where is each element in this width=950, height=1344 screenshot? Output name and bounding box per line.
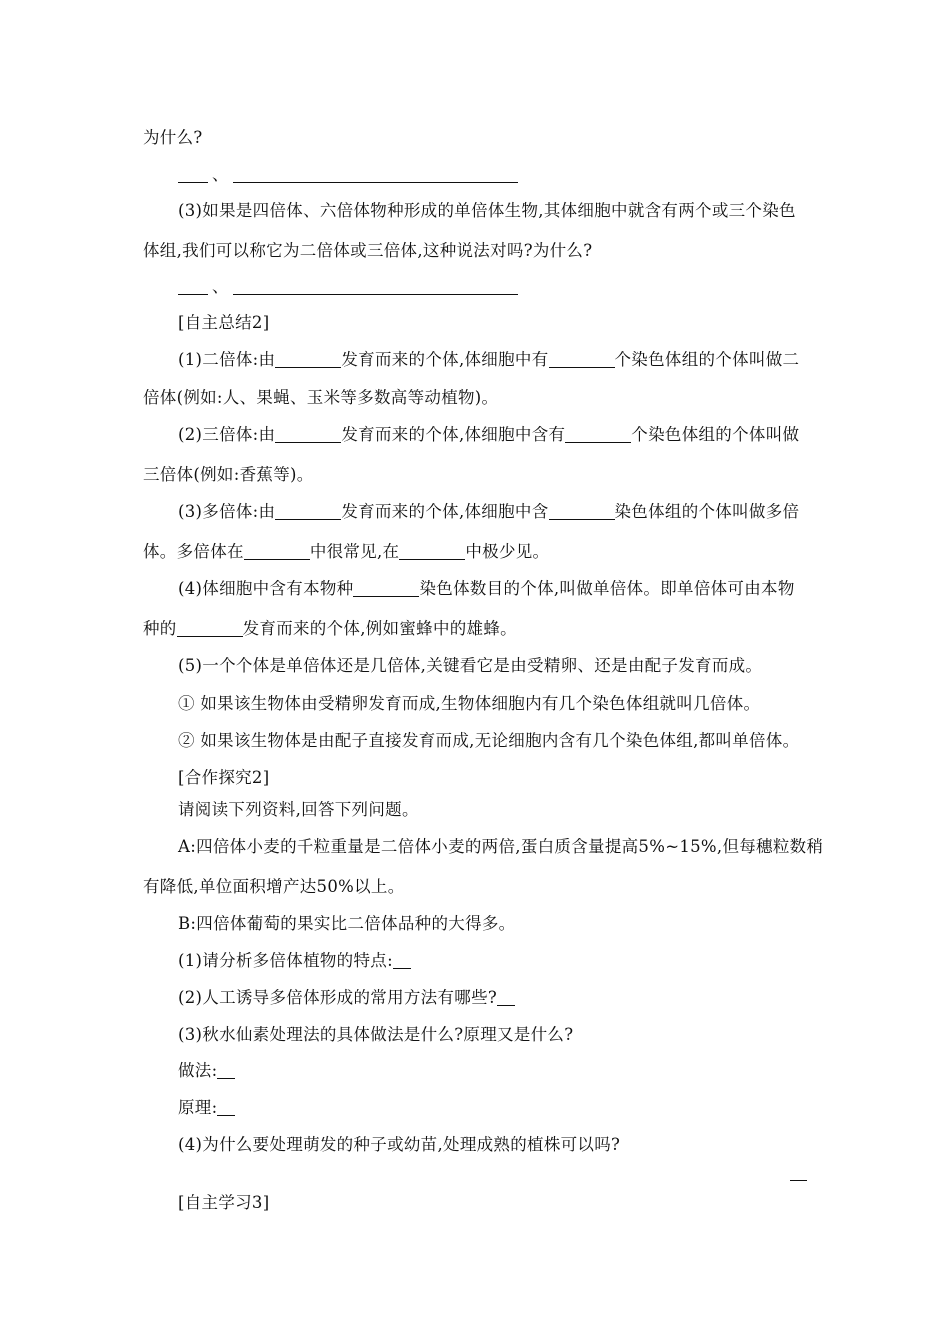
text-line: ① 如果该生物体由受精卵发育而成,生物体细胞内有几个染色体组就叫几倍体。 xyxy=(178,694,761,713)
text-segment: 发育而来的个体,例如蜜蜂中的雄蜂。 xyxy=(242,619,517,638)
text-line: (4)为什么要处理萌发的种子或幼苗,处理成熟的植株可以吗? xyxy=(178,1135,621,1154)
text-line xyxy=(143,540,950,564)
text-line: (5)一个个体是单倍体还是几倍体,关键看它是由受精卵、还是由配子发育而成。 xyxy=(178,656,763,675)
text-line: 有降低,单位面积增产达50%以上。 xyxy=(143,877,405,896)
blank-separator: 、 xyxy=(212,277,229,296)
answer-blank-row xyxy=(178,163,950,187)
text-line xyxy=(178,577,950,601)
text-line: ② 如果该生物体是由配子直接发育而成,无论细胞内含有几个染色体组,都叫单倍体。 xyxy=(178,731,800,750)
text-segment: 体。多倍体在 xyxy=(143,542,244,561)
text-line: B:四倍体葡萄的果实比二倍体品种的大得多。 xyxy=(178,914,516,933)
answer-blank-row xyxy=(178,275,950,299)
text-line xyxy=(178,500,950,524)
text-segment: (2)三倍体:由 xyxy=(178,425,276,444)
text-segment: 染色体组的个体叫做多倍 xyxy=(614,502,800,521)
blank[interactable] xyxy=(178,276,208,295)
text-segment: 原理: xyxy=(178,1098,218,1117)
blank[interactable] xyxy=(177,618,243,637)
text-line: 请阅读下列资料,回答下列问题。 xyxy=(178,800,419,819)
blank[interactable] xyxy=(233,164,518,183)
text-segment: 中极少见。 xyxy=(465,542,550,561)
blank[interactable] xyxy=(393,950,411,969)
text-line xyxy=(143,617,950,641)
section-heading: [自主总结2] xyxy=(178,313,270,332)
text-line: (3)如果是四倍体、六倍体物种形成的单倍体生物,其体细胞中就含有两个或三个染色 xyxy=(178,201,796,220)
text-line: 体组,我们可以称它为二倍体或三倍体,这种说法对吗?为什么? xyxy=(143,241,593,260)
blank[interactable] xyxy=(353,578,419,597)
blank[interactable] xyxy=(233,276,518,295)
blank[interactable] xyxy=(217,1060,235,1079)
text-segment: 染色体数目的个体,叫做单倍体。即单倍体可由本物 xyxy=(419,579,795,598)
blank[interactable] xyxy=(497,987,515,1006)
text-segment: (1)二倍体:由 xyxy=(178,350,276,369)
text-line: 三倍体(例如:香蕉等)。 xyxy=(143,465,314,484)
text-segment: 中很常见,在 xyxy=(309,542,400,561)
text-segment: 个染色体组的个体叫做 xyxy=(631,425,800,444)
text-line xyxy=(178,348,950,372)
blank[interactable] xyxy=(244,541,310,560)
question-line xyxy=(178,1096,950,1120)
text-segment: 发育而来的个体,体细胞中有 xyxy=(341,350,549,369)
blank[interactable] xyxy=(399,541,465,560)
question-line xyxy=(178,986,950,1010)
section-heading: [自主学习3] xyxy=(178,1193,270,1212)
blank[interactable] xyxy=(275,424,341,443)
blank[interactable] xyxy=(549,501,615,520)
text-line: 为什么? xyxy=(143,128,203,147)
section-heading: [合作探究2] xyxy=(178,768,270,787)
blank[interactable] xyxy=(549,349,615,368)
text-line xyxy=(178,423,950,447)
text-segment: (2)人工诱导多倍体形成的常用方法有哪些? xyxy=(178,988,498,1007)
text-segment: 做法: xyxy=(178,1061,218,1080)
blank[interactable] xyxy=(217,1097,235,1116)
blank[interactable] xyxy=(565,424,631,443)
blank[interactable] xyxy=(275,501,341,520)
text-segment: 个染色体组的个体叫做二 xyxy=(614,350,800,369)
text-line: (3)秋水仙素处理法的具体做法是什么?原理又是什么? xyxy=(178,1025,574,1044)
text-segment: 种的 xyxy=(143,619,177,638)
text-segment: 发育而来的个体,体细胞中含有 xyxy=(341,425,566,444)
text-line: 倍体(例如:人、果蝇、玉米等多数高等动植物)。 xyxy=(143,388,499,407)
text-segment: 发育而来的个体,体细胞中含 xyxy=(341,502,549,521)
text-segment: (4)体细胞中含有本物种 xyxy=(178,579,354,598)
blank[interactable] xyxy=(178,164,208,183)
text-segment: (3)多倍体:由 xyxy=(178,502,276,521)
blank[interactable] xyxy=(275,349,341,368)
question-line xyxy=(178,1059,950,1083)
text-line: A:四倍体小麦的千粒重量是二倍体小麦的两倍,蛋白质含量提高5%~15%,但每穗粒数稍 xyxy=(178,837,824,856)
answer-blank[interactable] xyxy=(790,1180,807,1181)
text-segment: (1)请分析多倍体植物的特点: xyxy=(178,951,393,970)
blank-separator: 、 xyxy=(212,165,229,184)
question-line xyxy=(178,949,950,973)
